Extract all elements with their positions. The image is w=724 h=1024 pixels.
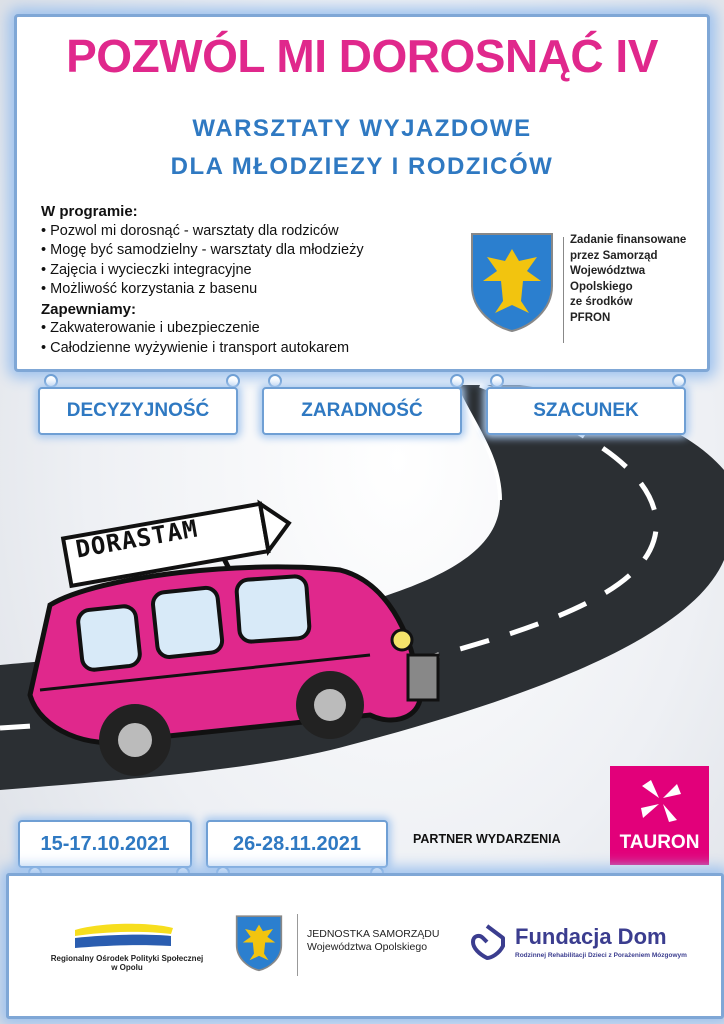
jst-line-2: Województwa Opolskiego bbox=[307, 941, 428, 953]
sign-text: DORASTAM bbox=[73, 514, 201, 564]
partner-label: PARTNER WYDARZENIA bbox=[413, 832, 561, 846]
funding-divider bbox=[563, 237, 564, 343]
subtitle-2: DLA MŁODZIEZY I RODZICÓW bbox=[170, 153, 554, 180]
info-panel bbox=[14, 14, 710, 372]
funding-line-6: PFRON bbox=[570, 311, 611, 324]
tag-pin bbox=[450, 374, 464, 388]
tag-pin bbox=[490, 374, 504, 388]
rops-line-2: w Opolu bbox=[111, 963, 143, 972]
fundacja-heart-icon bbox=[467, 922, 507, 960]
provide-item: • Całodzienne wyżywienie i transport autokarem bbox=[41, 339, 364, 359]
subtitle-1: WARSZTATY WYJAZDOWE bbox=[192, 115, 532, 142]
tag-pin bbox=[268, 374, 282, 388]
funding-line-1: Zadanie finansowane bbox=[570, 234, 687, 246]
provide-heading: Zapewniamy: bbox=[41, 300, 137, 318]
program-item: • Mogę być samodzielny - warsztaty dla młodzieży bbox=[41, 241, 364, 261]
fundacja-tagline: Rodzinnej Rehabilitacji Dzieci z Porażeniem Mózgowym bbox=[515, 952, 687, 959]
fundacja-name: Fundacja Dom bbox=[515, 924, 667, 949]
jst-line-1: JEDNOSTKA SAMORZĄDU bbox=[307, 928, 440, 940]
bus-headlight bbox=[392, 630, 412, 650]
jst-divider bbox=[297, 914, 298, 976]
program-item: • Możliwość korzystania z basenu bbox=[41, 280, 364, 300]
page-title: POZWÓL MI DOROSNĄĆ IV bbox=[66, 30, 658, 82]
tag-pin bbox=[672, 374, 686, 388]
funding-note bbox=[570, 233, 710, 326]
date-tag-2: 26-28.11.2021 bbox=[206, 820, 388, 868]
funding-line-2: przez Samorząd bbox=[570, 249, 658, 262]
program-item: • Pozwol mi dorosnąć - warsztaty dla rodziców bbox=[41, 222, 364, 242]
tag-pin bbox=[226, 374, 240, 388]
funding-line-3: Województwa bbox=[570, 265, 646, 277]
jst-coat-of-arms-icon bbox=[235, 914, 283, 972]
date-tag-1: 15-17.10.2021 bbox=[18, 820, 192, 868]
tauron-logo bbox=[610, 766, 709, 865]
program-item: • Zajęcia i wycieczki integracyjne bbox=[41, 261, 364, 281]
funding-line-5: ze środków bbox=[570, 296, 633, 308]
value-tag-resourcefulness: ZARADNOŚĆ bbox=[262, 387, 462, 435]
funding-line-4: Opolskiego bbox=[570, 280, 633, 293]
program-heading: W programie: bbox=[41, 203, 138, 220]
rops-line-1: Regionalny Ośrodek Polityki Społecznej bbox=[50, 954, 204, 963]
provide-item: • Zakwaterowanie i ubezpieczenie bbox=[41, 319, 364, 339]
rops-name bbox=[27, 954, 227, 972]
tauron-mark-icon bbox=[637, 776, 683, 826]
program-list bbox=[41, 202, 364, 358]
footer-panel bbox=[6, 873, 724, 1019]
value-tag-respect: SZACUNEK bbox=[486, 387, 686, 435]
bus-window-3 bbox=[236, 576, 310, 643]
tag-pin bbox=[44, 374, 58, 388]
rops-logo-icon bbox=[71, 920, 177, 950]
jst-name bbox=[307, 928, 439, 954]
bus-window-1 bbox=[77, 605, 141, 671]
bus-window-2 bbox=[152, 587, 223, 658]
value-tag-decision: DECYZYJNOŚĆ bbox=[38, 387, 238, 435]
bus-bumper bbox=[408, 655, 438, 700]
tauron-name: TAURON bbox=[619, 832, 700, 853]
coat-of-arms-icon bbox=[469, 231, 555, 333]
